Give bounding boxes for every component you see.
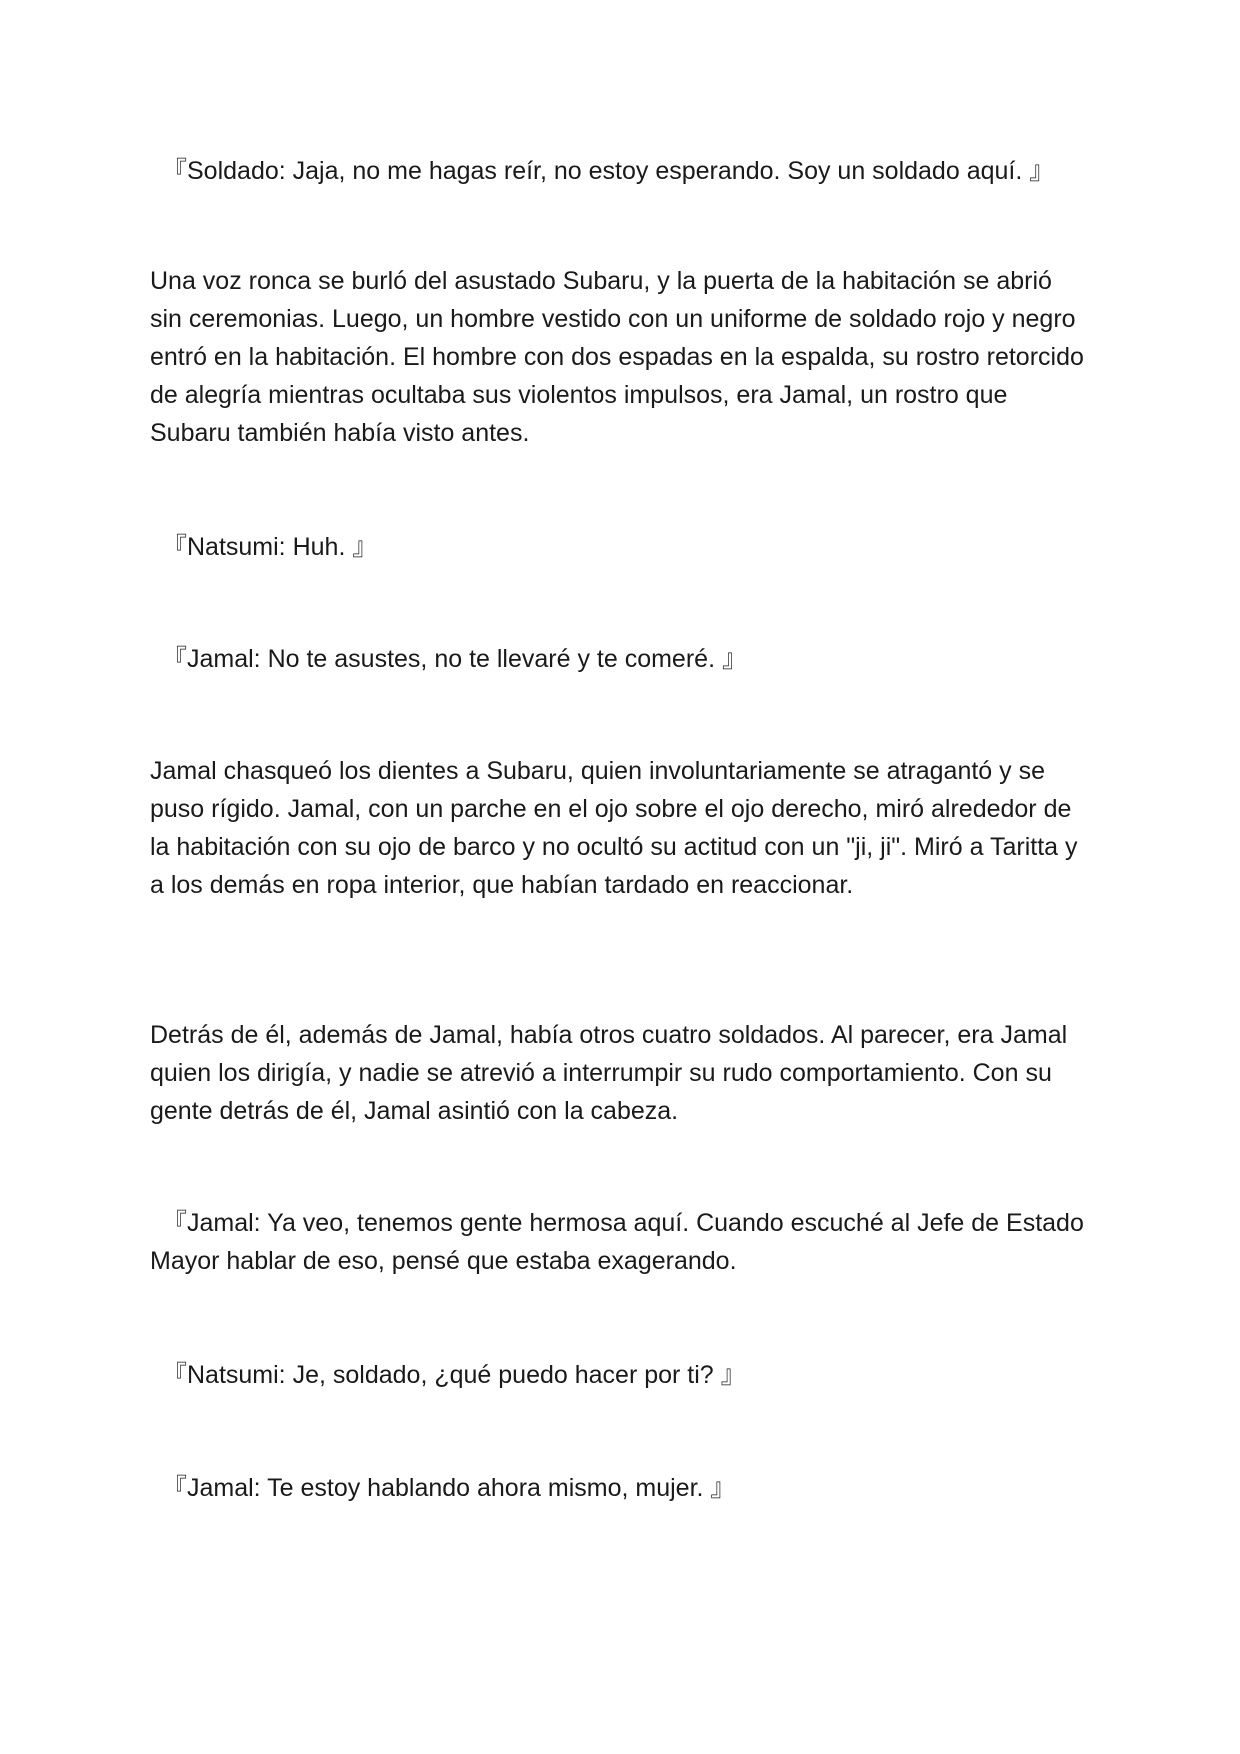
- dialogue-soldado: 『Soldado: Jaja, no me hagas reír, no estoy esperando. Soy un soldado aquí. 』: [162, 157, 1055, 185]
- dialogue-jamal-te-estoy-hablando: 『Jamal: Te estoy hablando ahora mismo, mujer. 』: [162, 1474, 736, 1502]
- dialogue-natsumi-je-soldado: 『Natsumi: Je, soldado, ¿qué puedo hacer por ti? 』: [162, 1361, 746, 1389]
- narration-paragraph-1: Una voz ronca se burló del asustado Subaru, y la puerta de la habitación se abrió sin ceremonias. Luego, un hombre vestido con un uniforme de soldado rojo y negro entró en la habitación. El hombre con dos espadas en la espalda, su rostro retorcido de alegría mientras ocultaba sus violentos impulsos, era Jamal, un rostro que Subaru también había visto antes.: [150, 267, 1084, 447]
- narration-paragraph-3: Detrás de él, además de Jamal, había otros cuatro soldados. Al parecer, era Jamal quien los dirigía, y nadie se atrevió a interrumpir su rudo comportamiento. Con su gente detrás de él, Jamal asintió con la cabeza.: [150, 1021, 1068, 1125]
- dialogue-jamal-ya-veo: 『Jamal: Ya veo, tenemos gente hermosa aquí. Cuando escuché al Jefe de Estado Mayor hablar de eso, pensé que estaba exagerando.: [150, 1209, 1084, 1275]
- dialogue-jamal-no-te-asustes: 『Jamal: No te asustes, no te llevaré y te comeré. 』: [162, 645, 747, 673]
- dialogue-natsumi-huh: 『Natsumi: Huh. 』: [162, 533, 378, 561]
- narration-paragraph-2: Jamal chasqueó los dientes a Subaru, quien involuntariamente se atragantó y se puso rígido. Jamal, con un parche en el ojo sobre el ojo derecho, miró alrededor de la habitación con su ojo de barco y no ocultó su actitud con un "ji, ji". Miró a Taritta y a los demás en ropa interior, que habían tardado en reaccionar.: [150, 757, 1078, 899]
